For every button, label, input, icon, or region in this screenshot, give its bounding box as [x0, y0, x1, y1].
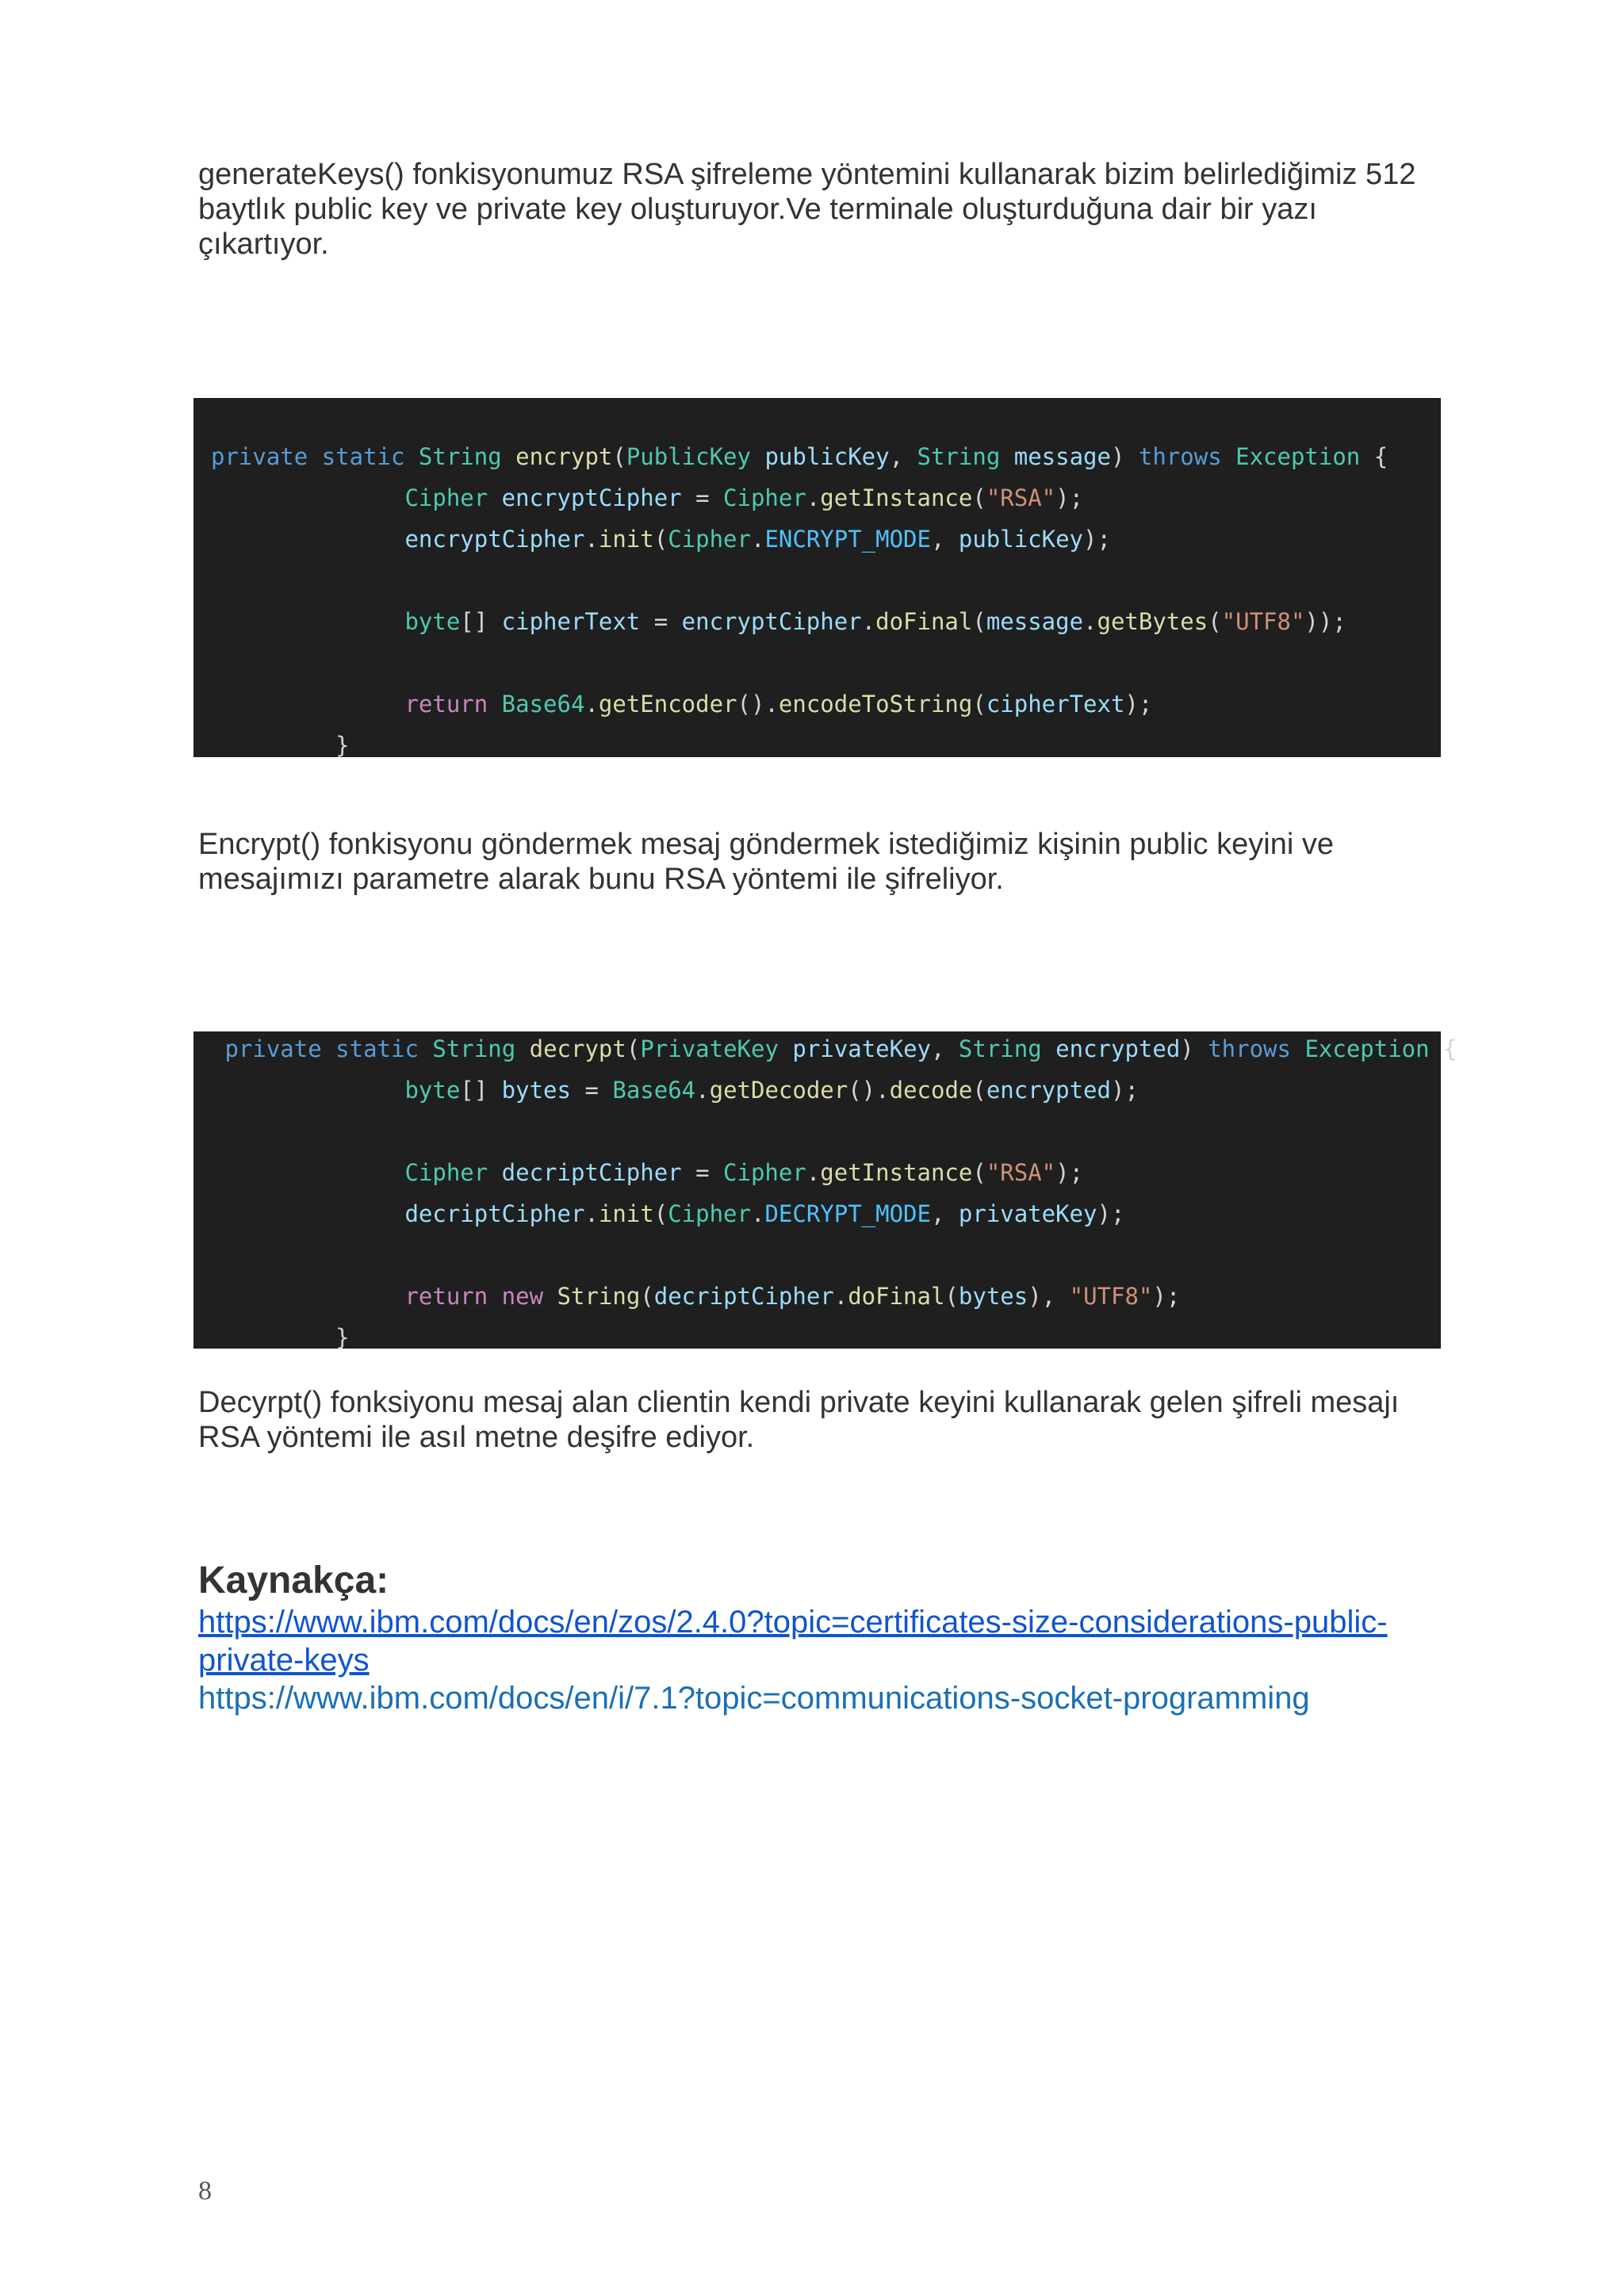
code-token — [488, 691, 501, 718]
code-token: encrypt — [515, 443, 613, 470]
code-token: getDecoder — [709, 1077, 848, 1104]
code-token: return — [404, 1283, 488, 1310]
code-token: cipherText — [986, 691, 1125, 718]
code-token: ); — [1097, 1200, 1125, 1227]
code-token: return — [404, 691, 488, 718]
code-token: ( — [972, 691, 986, 718]
code-token: Cipher — [723, 484, 806, 511]
code-token: = — [570, 1077, 613, 1104]
code-token — [322, 1035, 335, 1062]
code-token — [211, 526, 404, 553]
code-token — [1042, 1035, 1055, 1062]
code-token: private — [211, 443, 308, 470]
code-token: decode — [889, 1077, 973, 1104]
code-token: "UTF8" — [1221, 608, 1305, 635]
code-token: getInstance — [820, 484, 973, 511]
text-line: RSA yöntemi ile asıl metne deşifre ediyor. — [198, 1421, 755, 1454]
code-token: String — [432, 1035, 516, 1062]
code-token: encrypted — [1055, 1035, 1181, 1062]
code-token: decriptCipher — [404, 1200, 585, 1227]
text-line: baytlık public key ve private key oluşturuyor.Ve terminale oluşturduğuna dair bir yazı — [198, 193, 1317, 226]
code-token: ( — [944, 1283, 959, 1310]
code-token: "UTF8" — [1069, 1283, 1153, 1310]
code-token: , — [931, 1035, 959, 1062]
code-token: . — [695, 1077, 710, 1104]
code-token: decrypt — [529, 1035, 626, 1062]
code-token: encryptCipher — [681, 608, 862, 635]
code-token: Cipher — [668, 526, 751, 553]
code-token: . — [584, 691, 599, 718]
code-token — [211, 1283, 404, 1310]
code-token — [543, 1283, 557, 1310]
code-block-decrypt — [193, 1031, 1457, 1351]
reference-link-ibm-certificates[interactable] — [198, 1603, 1388, 1679]
code-token: getEncoder — [598, 691, 737, 718]
code-token: bytes — [958, 1283, 1028, 1310]
code-token — [211, 1159, 404, 1186]
code-line — [211, 1028, 1457, 1070]
code-token: ( — [1208, 608, 1222, 635]
code-token: ( — [972, 1077, 986, 1104]
references-list — [198, 1603, 1388, 1717]
code-token — [211, 608, 404, 635]
code-token — [488, 484, 501, 511]
code-token: . — [750, 1200, 765, 1227]
code-token: Cipher — [404, 484, 488, 511]
code-token: decriptCipher — [501, 1159, 682, 1186]
text-line: çıkartıyor. — [198, 228, 329, 261]
code-token: getInstance — [820, 1159, 973, 1186]
code-token: byte — [404, 608, 461, 635]
code-line — [211, 683, 1152, 725]
code-token: , — [930, 1200, 959, 1227]
code-token: , — [889, 443, 917, 470]
code-token — [308, 443, 321, 470]
text-line: mesajımızı parametre alarak bunu RSA yöntemi ile şifreliyor. — [198, 863, 1004, 896]
text-line: generateKeys() fonkisyonumuz RSA şifreleme yöntemini kullanarak bizim belirlediğimiz 512 — [198, 158, 1416, 191]
code-token: cipherText — [501, 608, 641, 635]
code-line — [211, 725, 350, 766]
code-token: . — [806, 1159, 821, 1186]
code-line — [211, 477, 1083, 519]
code-line — [211, 1193, 1124, 1234]
code-token: Exception — [1304, 1035, 1430, 1062]
code-token: ) — [1110, 443, 1139, 470]
code-token: . — [584, 526, 599, 553]
code-token — [1000, 443, 1013, 470]
code-token: static — [335, 1035, 419, 1062]
text-line: Encrypt() fonkisyonu göndermek mesaj göndermek istediğimiz kişinin public keyini ve — [198, 828, 1334, 861]
code-token: byte — [404, 1077, 461, 1104]
code-token: . — [584, 1200, 599, 1227]
code-token: ( — [972, 484, 986, 511]
code-token: ) — [1180, 1035, 1208, 1062]
code-token — [211, 1077, 404, 1104]
code-token: ); — [1083, 526, 1111, 553]
code-line — [211, 436, 1388, 477]
link-line: https://www.ibm.com/docs/en/zos/2.4.0?topic=certificates-size-considerations-public- — [198, 1605, 1388, 1640]
code-token: getBytes — [1097, 608, 1208, 635]
code-token: )); — [1304, 608, 1346, 635]
code-token: decriptCipher — [653, 1283, 834, 1310]
code-token: static — [321, 443, 405, 470]
code-token: ); — [1055, 484, 1084, 511]
code-line — [211, 519, 1111, 560]
code-token: [] — [460, 608, 502, 635]
page-number: 8 — [198, 2176, 212, 2206]
code-token — [515, 1035, 529, 1062]
code-token: ( — [640, 1283, 654, 1310]
references-heading: Kaynakça: — [198, 1559, 389, 1601]
code-token: privateKey — [958, 1200, 1097, 1227]
code-token — [502, 443, 515, 470]
code-token: Base64 — [501, 691, 585, 718]
code-token: new — [501, 1283, 544, 1310]
code-token: (). — [737, 691, 779, 718]
code-token: = — [681, 484, 724, 511]
code-token: String — [557, 1283, 641, 1310]
code-token: ENCRYPT_MODE — [764, 526, 931, 553]
code-token: ), — [1028, 1283, 1070, 1310]
reference-link-ibm-socket[interactable]: https://www.ibm.com/docs/en/i/7.1?topic=communications-socket-programming — [198, 1681, 1310, 1716]
code-line — [211, 1317, 350, 1358]
code-token — [751, 443, 764, 470]
code-token — [1222, 443, 1235, 470]
code-token: Cipher — [404, 1159, 488, 1186]
code-line — [211, 601, 1346, 642]
text-line: Decyrpt() fonksiyonu mesaj alan clientin kendi private keyini kullanarak gelen şifreli mesajı — [198, 1386, 1400, 1419]
code-line — [211, 1070, 1139, 1111]
code-token: ( — [972, 608, 986, 635]
code-token: ); — [1124, 691, 1153, 718]
code-token: PrivateKey — [640, 1035, 779, 1062]
code-token: String — [917, 443, 1001, 470]
code-token — [779, 1035, 792, 1062]
code-token — [211, 691, 404, 718]
code-token: private — [224, 1035, 322, 1062]
code-token: "RSA" — [986, 484, 1056, 511]
code-token — [211, 1035, 224, 1062]
code-token: message — [986, 608, 1084, 635]
code-token: . — [750, 526, 765, 553]
code-token: throws — [1138, 443, 1222, 470]
code-token: init — [598, 526, 654, 553]
code-token: Cipher — [668, 1200, 751, 1227]
code-line — [211, 1276, 1180, 1317]
code-token: privateKey — [792, 1035, 931, 1062]
code-token: "RSA" — [986, 1159, 1056, 1186]
code-token — [211, 1200, 404, 1227]
code-token: ); — [1055, 1159, 1084, 1186]
code-token: message — [1013, 443, 1111, 470]
code-token: Exception — [1235, 443, 1361, 470]
code-token: encryptCipher — [404, 526, 585, 553]
code-token: doFinal — [875, 608, 973, 635]
code-token: ( — [612, 443, 626, 470]
code-token: = — [640, 608, 682, 635]
code-token — [488, 1283, 501, 1310]
code-token: publicKey — [764, 443, 890, 470]
code-token: (). — [848, 1077, 890, 1104]
code-token: , — [930, 526, 959, 553]
code-token: . — [861, 608, 876, 635]
code-token — [419, 1035, 432, 1062]
code-token: DECRYPT_MODE — [764, 1200, 931, 1227]
link-line: private-keys — [198, 1643, 370, 1678]
code-token: ( — [653, 1200, 668, 1227]
paragraph-decrypt — [198, 1385, 1435, 1455]
paragraph-encrypt — [198, 827, 1435, 897]
code-token: publicKey — [958, 526, 1084, 553]
code-token: String — [418, 443, 502, 470]
code-token: PublicKey — [626, 443, 751, 470]
code-token — [488, 1159, 501, 1186]
code-token: String — [958, 1035, 1042, 1062]
code-token — [1291, 1035, 1304, 1062]
code-token: . — [806, 484, 821, 511]
code-token: ); — [1110, 1077, 1139, 1104]
code-token: . — [833, 1283, 848, 1310]
code-token: ( — [626, 1035, 641, 1062]
code-token: ( — [653, 526, 668, 553]
code-token: ); — [1152, 1283, 1181, 1310]
paragraph-generatekeys — [198, 157, 1435, 262]
code-token: ( — [972, 1159, 986, 1186]
code-block-encrypt — [193, 398, 1441, 757]
code-token: encryptCipher — [501, 484, 682, 511]
code-line — [211, 1152, 1083, 1193]
code-token: Base64 — [612, 1077, 696, 1104]
code-token: . — [1083, 608, 1097, 635]
code-token: Cipher — [723, 1159, 806, 1186]
code-token: [] — [460, 1077, 502, 1104]
code-token: { — [1429, 1035, 1457, 1062]
code-token — [211, 484, 404, 511]
code-token: = — [681, 1159, 724, 1186]
code-token: } — [211, 732, 350, 759]
code-token — [404, 443, 418, 470]
code-token: throws — [1208, 1035, 1291, 1062]
code-token: init — [598, 1200, 654, 1227]
code-token: { — [1360, 443, 1388, 470]
code-token: } — [211, 1324, 350, 1351]
code-token: bytes — [501, 1077, 571, 1104]
code-token: doFinal — [848, 1283, 945, 1310]
code-token: encodeToString — [778, 691, 973, 718]
code-token: encrypted — [986, 1077, 1111, 1104]
